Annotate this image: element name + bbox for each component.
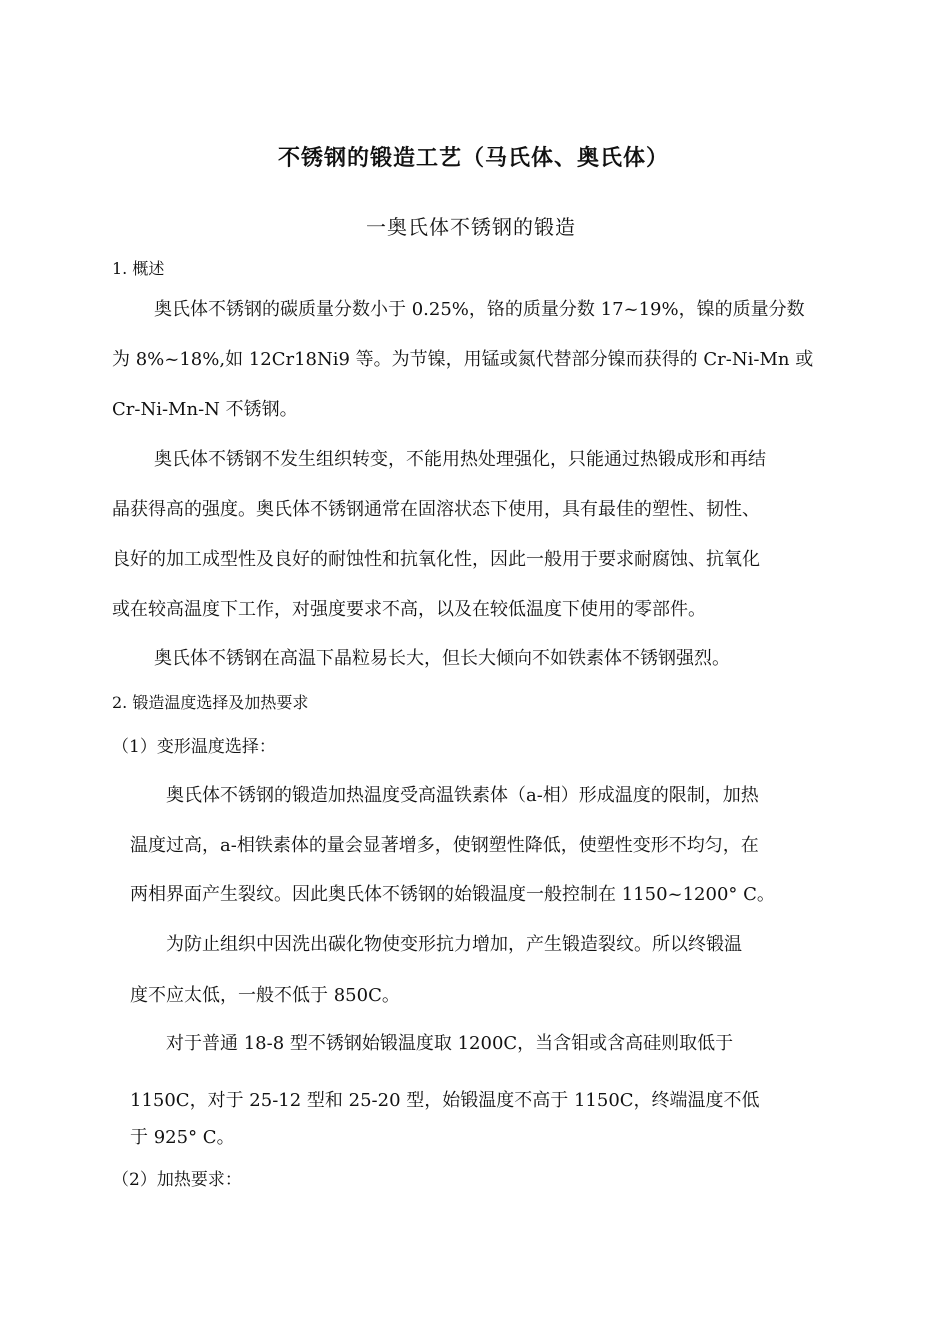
paragraph-line: 度不应太低，一般不低于 850C。 [130,985,400,1006]
paragraph-line: 为防止组织中因洗出碳化物使变形抗力增加，产生锻造裂纹。所以终锻温 [166,934,742,955]
document-title: 不锈钢的锻造工艺（马氏体、奥氏体） [278,146,670,171]
section-2-heading: 2. 锻造温度选择及加热要求 [112,693,309,712]
paragraph-line: 对于普通 18-8 型不锈钢始锻温度取 1200C，当含钼或含高硅则取低于 [166,1033,734,1054]
subsection-heading: （1）变形温度选择： [112,737,276,757]
paragraph-line: 奥氏体不锈钢的锻造加热温度受高温铁素体（a-相）形成温度的限制，加热 [166,785,759,806]
paragraph-line: 两相界面产生裂纹。因此奥氏体不锈钢的始锻温度一般控制在 1150~1200° C。 [130,884,775,905]
paragraph-line: 奥氏体不锈钢的碳质量分数小于 0.25%，铬的质量分数 17~19%，镍的质量分数 [154,299,805,320]
paragraph-line: 温度过高，a-相铁素体的量会显著增多，使钢塑性降低，使塑性变形不均匀，在 [130,835,759,856]
paragraph-line: Cr-Ni-Mn-N 不锈钢。 [112,399,298,420]
paragraph-line: 1150C，对于 25-12 型和 25-20 型，始锻温度不高于 1150C，终端温度不低 [130,1090,760,1111]
paragraph-line: 奥氏体不锈钢在高温下晶粒易长大，但长大倾向不如铁素体不锈钢强烈。 [154,648,730,669]
section-1-heading: 1. 概述 [112,259,165,278]
paragraph-line: 于 925° C。 [130,1127,235,1148]
paragraph-line: 奥氏体不锈钢不发生组织转变，不能用热处理强化，只能通过热锻成形和再结 [154,449,766,470]
paragraph-line: 良好的加工成型性及良好的耐蚀性和抗氧化性，因此一般用于要求耐腐蚀、抗氧化 [112,549,760,570]
paragraph-line: 晶获得高的强度。奥氏体不锈钢通常在固溶状态下使用，具有最佳的塑性、韧性、 [112,499,760,520]
paragraph-line: 为 8%~18%,如 12Cr18Ni9 等。为节镍，用锰或氮代替部分镍而获得的 Cr-Ni-Mn 或 [112,349,814,370]
section-title: 一奥氏体不锈钢的锻造 [366,215,576,239]
paragraph-line: 或在较高温度下工作，对强度要求不高，以及在较低温度下使用的零部件。 [112,599,706,620]
subsection-heading: （2）加热要求： [112,1170,242,1190]
